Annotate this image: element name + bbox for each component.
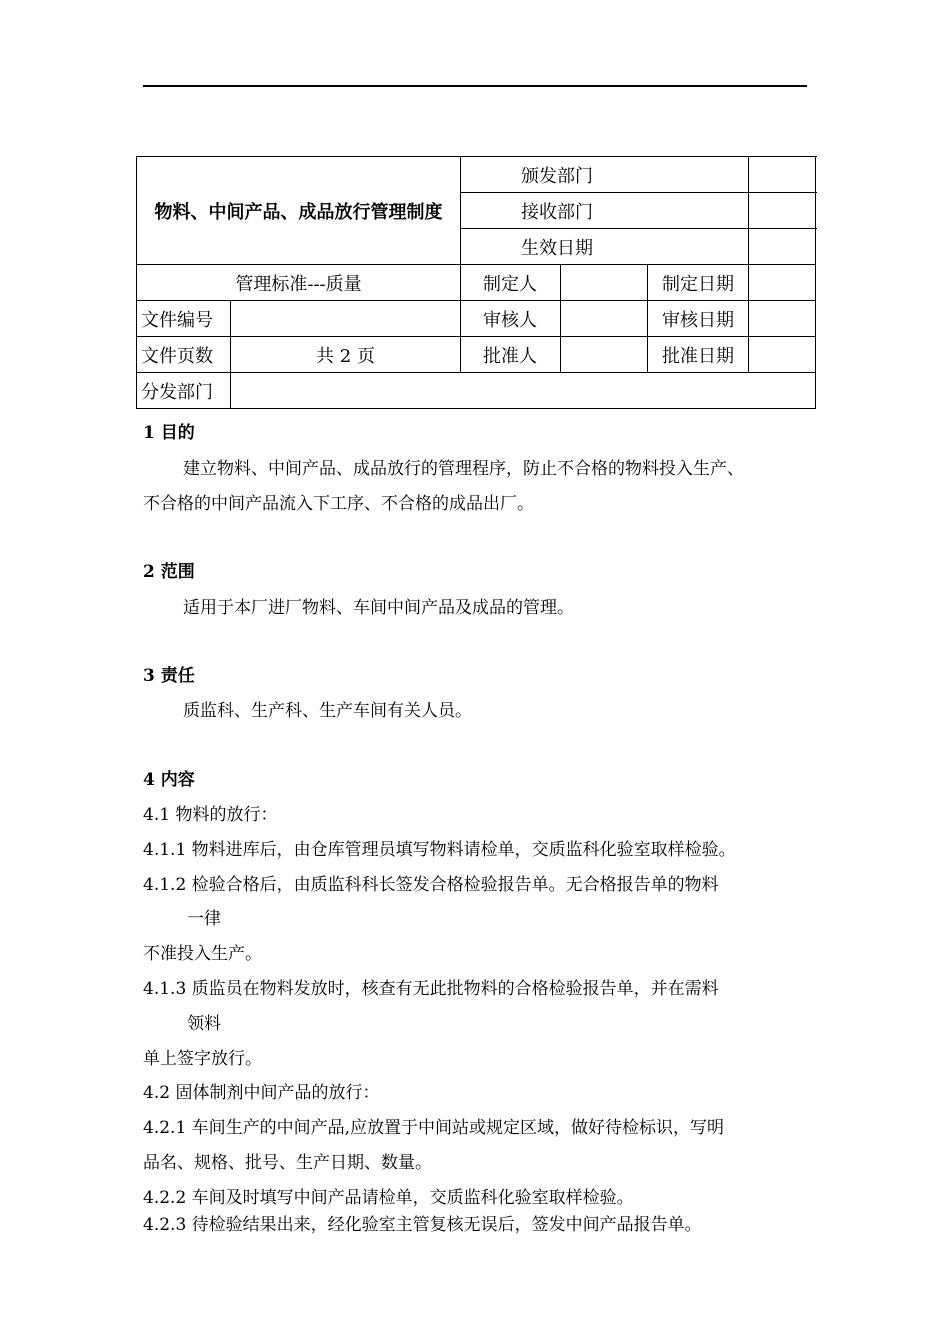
doc-no-label: 文件编号: [137, 301, 231, 337]
item-4-1: 4.1 物料的放行：: [143, 805, 278, 825]
approve-date-value: [749, 337, 816, 373]
category-cell: 管理标准---质量: [137, 265, 461, 301]
dist-dept-value: [231, 373, 816, 409]
item-4-1-2-line2: 一律: [187, 909, 221, 929]
reviewer-value: [561, 301, 648, 336]
approver-split: [561, 337, 749, 373]
approver-value: [561, 337, 648, 372]
item-4-1-3-line2: 领料: [187, 1014, 221, 1034]
pages-value: 共 2 页: [231, 337, 461, 373]
author-label: 制定人: [461, 265, 561, 301]
approver-label: 批准人: [461, 337, 561, 373]
section-1-para-line1: 建立物料、中间产品、成品放行的管理程序，防止不合格的物料投入生产、: [183, 459, 744, 479]
effective-date-value: [749, 229, 816, 265]
section-2-para: 适用于本厂进厂物料、车间中间产品及成品的管理。: [183, 598, 574, 618]
author-date-label: 制定日期: [662, 273, 735, 295]
review-date-label: 审核日期: [662, 309, 735, 331]
item-4-2: 4.2 固体制剂中间产品的放行：: [143, 1083, 380, 1103]
item-4-2-3: 4.2.3 待检验结果出来，经化验室主管复核无误后，签发中间产品报告单。: [143, 1215, 702, 1235]
item-4-2-1-line2: 品名、规格、批号、生产日期、数量。: [143, 1153, 432, 1173]
item-4-2-1-line1: 4.2.1 车间生产的中间产品,应放置于中间站或规定区域，做好待检标识，写明: [143, 1118, 725, 1138]
doc-no-value: [231, 301, 461, 337]
item-4-1-1: 4.1.1 物料进库后，由仓库管理员填写物料请检单，交质监科化验室取样检验。: [143, 840, 736, 860]
approve-date-label: 批准日期: [662, 345, 735, 367]
dist-dept-label: 分发部门: [137, 373, 231, 409]
recv-dept-label: 接收部门: [461, 193, 749, 229]
section-1-para-line2: 不合格的中间产品流入下工序、不合格的成品出厂。: [143, 494, 534, 514]
section-3-heading: 3 责任: [143, 666, 195, 686]
item-4-1-3-line3: 单上签字放行。: [143, 1049, 262, 1069]
top-rule: [143, 85, 807, 87]
review-date-value: [749, 301, 816, 337]
item-4-1-2-line3: 不准投入生产。: [143, 944, 262, 964]
item-4-1-3-line1: 4.1.3 质监员在物料发放时，核查有无此批物料的合格检验报告单，并在需料: [143, 979, 719, 999]
effective-date-label: 生效日期: [461, 229, 749, 265]
recv-dept-value: [749, 193, 816, 229]
issue-dept-value: [749, 157, 816, 193]
section-1-heading: 1 目的: [143, 423, 195, 443]
section-3-para: 质监科、生产科、生产车间有关人员。: [183, 701, 472, 721]
reviewer-split: [561, 301, 749, 337]
author-split: [561, 265, 749, 301]
author-date-value: [749, 265, 816, 301]
document-title: 物料、中间产品、成品放行管理制度: [137, 157, 461, 265]
item-4-2-2: 4.2.2 车间及时填写中间产品请检单，交质监科化验室取样检验。: [143, 1188, 634, 1208]
section-4-heading: 4 内容: [143, 770, 195, 790]
author-value: [561, 265, 648, 300]
reviewer-label: 审核人: [461, 301, 561, 337]
document-header-table: [136, 156, 816, 409]
section-2-heading: 2 范围: [143, 562, 195, 582]
issue-dept-label: 颁发部门: [461, 157, 749, 193]
pages-label: 文件页数: [137, 337, 231, 373]
item-4-1-2-line1: 4.1.2 检验合格后，由质监科科长签发合格检验报告单。无合格报告单的物料: [143, 875, 719, 895]
